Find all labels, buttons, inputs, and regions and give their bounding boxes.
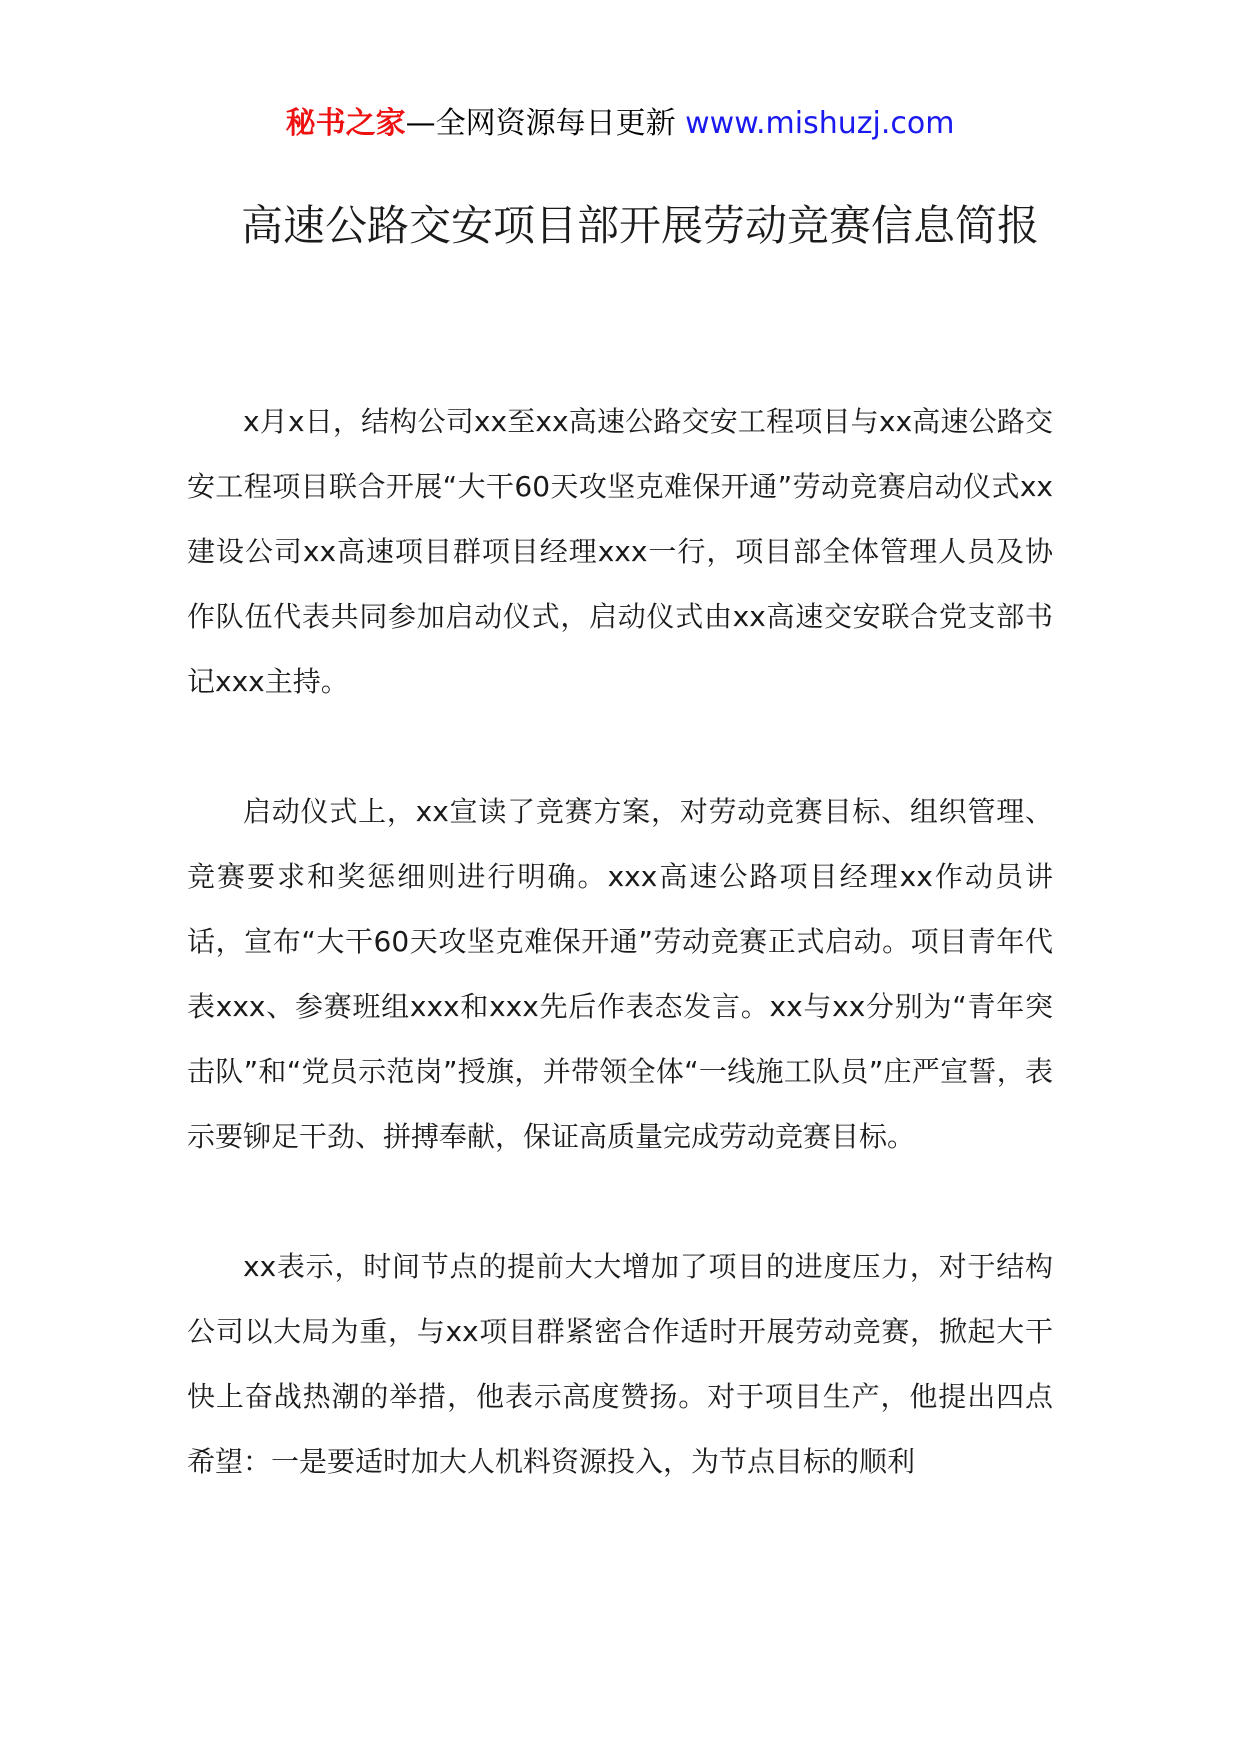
paragraph-3: xx表示，时间节点的提前大大增加了项目的进度压力，对于结构公司以大局为重，与xx项目群紧密合作适时开展劳动竞赛，掀起大干快上奋战热潮的举措，他表示高度赞扬。对于项目生产，他提出四点希望：一是要适时加大人机料资源投入，为节点目标的顺利 — [187, 1250, 1053, 1478]
header-tagline: —全网资源每日更新 — [405, 106, 686, 141]
brand-name: 秘书之家 — [285, 106, 406, 141]
paragraph-1: x月x日，结构公司xx至xx高速公路交安工程项目与xx高速公路交安工程项目联合开展“大干60天攻坚克难保开通”劳动竞赛启动仪式xx建设公司xx高速项目群项目经理xxx一行，项目部全体管理人员及协作队伍代表共同参加启动仪式，启动仪式由xx高速交安联合党支部书记xxx主持。 — [187, 405, 1053, 698]
document-title: 高速公路交安项目部开展劳动竞赛信息简报 — [240, 201, 1039, 250]
document-body — [187, 389, 1053, 1559]
site-header — [0, 100, 1240, 148]
site-url-link[interactable]: www.mishuzj.com — [685, 106, 955, 141]
paragraph-2: 启动仪式上，xx宣读了竞赛方案，对劳动竞赛目标、组织管理、竞赛要求和奖惩细则进行明确。xxx高速公路项目经理xx作动员讲话，宣布“大干60天攻坚克难保开通”劳动竞赛正式启动。项目青年代表xxx、参赛班组xxx和xxx先后作表态发言。xx与xx分别为“青年突击队”和“党员示范岗”授旗，并带领全体“一线施工队员”庄严宣誓，表示要铆足干劲、拼搏奉献，保证高质量完成劳动竞赛目标。 — [187, 795, 1053, 1153]
